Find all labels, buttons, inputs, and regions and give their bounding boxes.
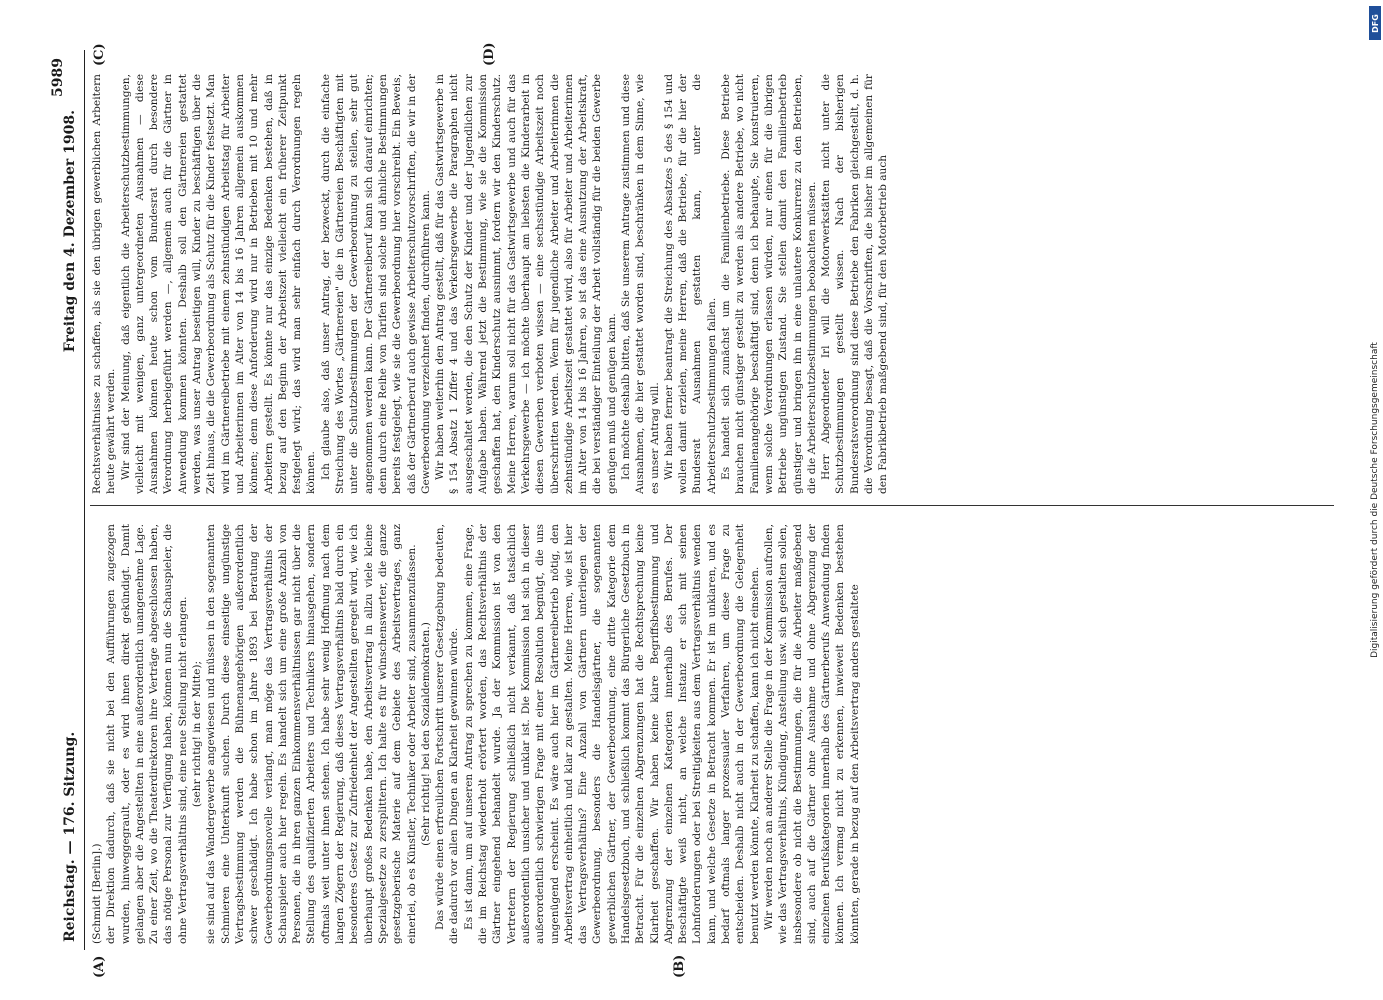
paragraph: Rechtsverhältnisse zu schaffen, als sie den übrigen gewerblichen Arbeitern heute gewährt werden. bbox=[90, 74, 117, 494]
right-column bbox=[90, 74, 1334, 494]
column-divider bbox=[90, 505, 1334, 506]
interjection: (Sehr richtig! bei den Sozialdemokraten.) bbox=[419, 622, 432, 846]
paragraph: Wir haben ferner beantragt die Streichung des Absatzes 5 des § 154 und wollen damit erzielen, meine Herren, daß die Betriebe, für die hier der Bundesrat Ausnahmen gestatten kann, unter die Arbeiterschutzbestimmungen fallen. bbox=[662, 74, 718, 494]
paragraph: Es handelt sich zunächst um die Familienbetriebe. Diese Betriebe brauchen nicht günstiger gestellt zu werden als andere Betriebe, wo nicht Familienangehörige beschäftigt sind, denn ich behaupte, Sie konstruieren, wenn solche Verordnungen erlassen würden, nur einen für die übrigen Betriebe ungünstigen Zustand. Sie stellen damit den Familienbetrieb günstiger und bringen ihn in eine unlautere Konkurrenz zu den Betrieben, die die Arbeiterschutzbestimmungen beobachten müssen. bbox=[719, 74, 818, 494]
interjection: (sehr richtig! in der Mitte); bbox=[190, 660, 203, 808]
page-header bbox=[50, 50, 85, 950]
left-column bbox=[90, 524, 1334, 944]
margin-marker-b: (B) bbox=[671, 954, 687, 978]
speaker-tag: (Schmidt [Berlin].) bbox=[90, 843, 103, 944]
paragraph: Wir haben weiterhin den Antrag gestellt, daß für das Gastwirtsgewerbe in § 154 Absatz 1 Ziffer 4 und das Verkehrsgewerbe die Paragraphen nicht ausgeschaltet werden, die den Schutz der Kinder und der Jugendlichen zur Aufgabe haben. Während jetzt die Bestimmung, wie sie die Kommission geschaffen hat, den Kinderschutz ausnimmt, fordern wir den Kinderschutz. Meine Herren, warum soll nicht für das Gastwirtsgewerbe und auch für das Verkehrsgewerbe — ich möchte überhaupt am liebsten die Kinderarbeit in diesen Gewerben verboten wissen — eine sechsstündige Arbeitszeit noch überschritten werden. Wenn für jugendliche Arbeiter und Arbeiterinnen die zehnstündige Arbeitszeit gestattet wird, also für Arbeiter und Arbeiterinnen im Alter von 14 bis 16 Jahren, so ist das eine Ausnutzung der Arbeitskraft, die bei verständiger Einteilung der Arbeit vollständig für die beiden Gewerbe genügen muß und genügen kann. bbox=[433, 74, 618, 494]
digitization-note: Digitalisierung gefördert durch die Deutsche Forschungsgemeinschaft bbox=[1370, 342, 1380, 658]
paragraph: Das würde einen erfreulichen Fortschritt unserer Gesetzgebung bedeuten, die dadurch vor allen Dingen an Klarheit gewinnen würde. bbox=[433, 524, 460, 944]
header-date: Freitag den 4. Dezember 1908. bbox=[61, 110, 78, 353]
header-session: Reichstag. — 176. Sitzung. bbox=[61, 731, 78, 942]
page-number: 5989 bbox=[49, 58, 66, 97]
paragraph: Ich glaube also, daß unser Antrag, der bezweckt, durch die einfache Streichung des Wortes „Gärtnereien" die in Gärtnereien Beschäftigten mit unter die Schutzbestimmungen der Gewerbeordnung zu stellen, sehr gut angenommen werden kann. Der Gärtnereiberuf kann sich darauf einrichten; denn durch eine Reihe von Tarifen sind solche und ähnliche Bestimmungen bereits festgelegt, wie sie die Gewerbeordnung hier vorschreibt. Ein Beweis, daß der Gärtnerberuf auch gewisse Arbeiterschutzvorschriften, die wir in der Gewerbeordnung verzeichnet finden, durchführen kann. bbox=[319, 74, 432, 494]
paragraph: Es ist dann, um auf unseren Antrag zu sprechen zu kommen, eine Frage, die im Reichstag wiederholt erörtert worden, das Rechtsverhältnis der Gärtner eingehend behandelt wurde. Ja der Kommission ist von den Vertretern der Regierung schließlich nicht verkannt, daß tatsächlich außerordentlich unsicher und unklar ist. Die Kommission hat sich in dieser außerordentlich schwierigen Frage mit einer Resolution begnügt, die uns ungenügend erscheint. Es wäre auch hier im Gärtnereibetrieb nötig, den Arbeitsvertrag einheitlich und klar zu gestalten. Meine Herren, wie ist hier das Vertragsverhältnis? Eine Anzahl von Gärtnern unterliegen der Gewerbeordnung, besonders die Handelsgärtner, die sogenannten gewerblichen Gärtner, der Gewerbeordnung, eine dritte Kategorie dem Handelsgesetzbuch, und schließlich kommt das Bürgerliche Gesetzbuch in Betracht. Für die einzelnen Abgrenzungen hat die Rechtsprechung keine Klarheit geschaffen. Wir haben keine klare Begriffsbestimmung und Abgrenzung der einzelnen Kategorien innerhalb des Berufes. Der Beschäftigte weiß nicht, an welche Instanz er sich mit seinen Lohnforderungen oder bei Streitigkeiten aus dem Vertragsverhältnis wenden kann, und welche Gesetze in Betracht kommen. Er ist im unklaren, und es bedarf oftmals langer prozessualer Verfahren, um diese Frage zu entscheiden. Deshalb nicht auch in der Gewerbeordnung die Gelegenheit benutzt werden könnte, Klarheit zu schaffen, kann ich nicht einsehen. bbox=[462, 524, 761, 944]
paragraph: Herr Abgeordneter Irl will die Motorwerkstätten nicht unter die Schutzbestimmungen gestellt wissen. Nach der bisherigen Bundesratsverordnung sind diese Betriebe den Fabriken gleichgestellt, d. h. die Verordnung besagt, daß die Vorschriften, die bisher im allgemeinen für den Fabrikbetrieb maßgebend sind, für den Motorbetrieb auch bbox=[819, 74, 889, 494]
paragraph: sie sind auf das Wandergewerbe angewiesen und müssen in den sogenannten Schmieren eine Unterkunft suchen. Durch diese einseitige ungünstige Vertragsbestimmung werden die Bühnenangehörigen außerordentlich schwer geschädigt. Ich habe schon im Jahre 1893 bei Beratung der Gewerbeordnungsnovelle verlangt, man möge das Vertragsverhältnis der Schauspieler auch hier regeln. Es handelt sich um eine große Anzahl von Personen, die in ihren ganzen Einkommensverhältnissen gar nicht über die Stellung des qualifizierten Arbeiters und Technikers hinausgehen, sondern oftmals weit unter ihnen stehen. Ich habe sehr wenig Hoffnung nach dem langen Zögern der Regierung, daß dieses Vertragsverhältnis bald durch ein besonderes Gesetz zur Zufriedenheit der Angestellten geregelt wird, wie ich überhaupt großes Bedenken habe, den Arbeitsvertrag in allzu viele kleine Spezialgesetze zu zersplittern. Ich halte es für wünschenswerter, die ganze gesetzgeberische Materie auf dem Gebiete des Arbeitsvertrages, ganz einerlei, ob es Künstler, Techniker oder Arbeiter sind, zusammenzufassen. bbox=[204, 524, 418, 944]
margin-marker-c: (C) bbox=[91, 43, 107, 66]
paragraph: Wir werden noch an anderer Stelle die Frage in der Kommission aufrollen, wie das Vertragsverhältnis, Kündigung, Anstellung usw. sich gestalten sollen, insbesondere ob nicht die Bestimmungen, die für die Arbeiter maßgebend sind, auch auf die Gärtner ohne Ausnahme und ohne Abgrenzung der einzelnen Berufskategorien innerhalb des Gärtnerberufs Anwendung finden können. Ich vermag nicht zu erkennen, inwieweit Bedenken bestehen könnten, gerade in bezug auf den Arbeitsvertrag anders gestaltete bbox=[762, 524, 861, 944]
margin-marker-a: (A) bbox=[91, 955, 107, 978]
scanned-page bbox=[42, 42, 1342, 978]
paragraph: Wir sind der Meinung, daß eigentlich die Arbeiterschutzbestimmungen, vielleicht mit wenigen, ganz untergeordneten Ausnahmen — diese Ausnahmen können heute schon vom Bundesrat durch besondere Verordnung herbeigeführt werden —, allgemein auch für die Gärtner in Anwendung kommen könnten. Deshalb soll den Gärtnereien gestattet werden, was unser Antrag beseitigen will, Kinder zu beschäftigen über die Zeit hinaus, die die Gewerbeordnung als Schutz für die Kinder festsetzt. Man wird im Gärtnereibetriebe mit einem zehnstündigen Arbeitstag für Arbeiter und Arbeiterinnen im Alter von 14 bis 16 Jahren allgemein auskommen können; denn diese Anforderung wird nur in Betrieben mit 10 und mehr Arbeitern gestellt. Es könnte nur das einzige Bedenken bestehen, daß in bezug auf den Beginn der Arbeitszeit vielleicht ein früherer Zeitpunkt festgelegt wird; das wird man sehr einfach durch Verordnungen regeln können. bbox=[119, 74, 317, 494]
paragraph: Ich möchte deshalb bitten, daß Sie unserem Antrage zustimmen und diese Ausnahmen, die hier gestattet worden sind, beschränken in dem Sinne, wie es unser Antrag will. bbox=[619, 74, 661, 494]
paragraph: der Direktion dadurch, daß sie nicht bei den Aufführungen zugezogen wurden, hinweggegrault, oder es wird ihnen direkt gekündigt. Damit gelangen aber die Angestellten in eine außerordentlich unangenehme Lage. Zu einer Zeit, wo die Theaterdirektoren ihre Verträge abgeschlossen haben, das nötige Personal zur Verfügung haben, können nun die Schauspieler, die ohne Vertragsverhältnis sind, eine neue Stellung nicht erlangen. bbox=[104, 524, 189, 944]
dfg-logo: DFG bbox=[1369, 6, 1381, 40]
margin-marker-d: (D) bbox=[481, 42, 497, 66]
